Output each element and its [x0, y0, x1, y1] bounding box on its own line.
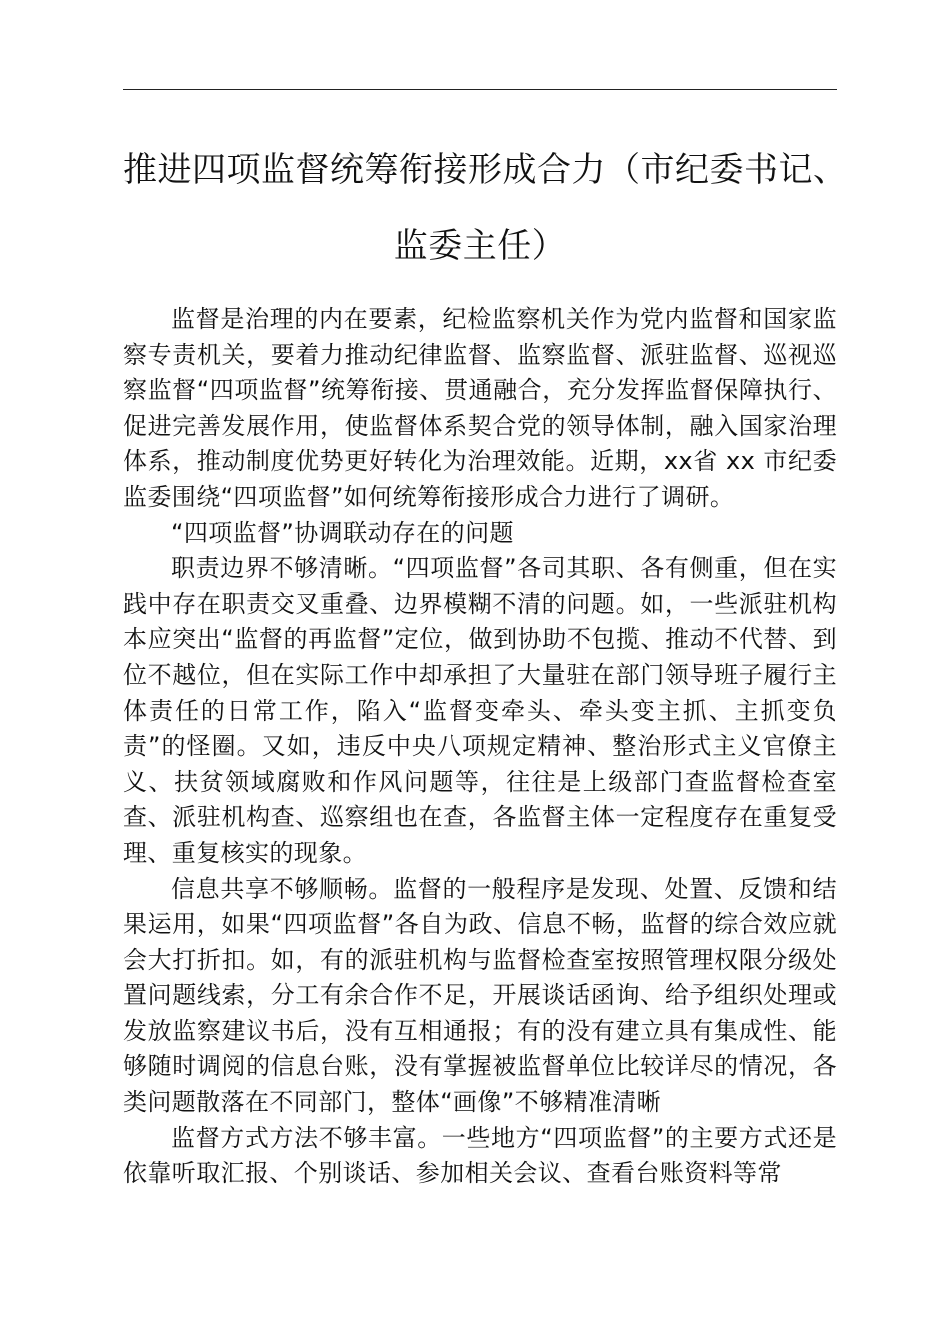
title-line-2: 监委主任）: [393, 226, 567, 266]
document-body: [123, 302, 837, 1192]
paragraph-intro: 监督是治理的内在要素，纪检监察机关作为党内监督和国家监察专责机关，要着力推动纪律监督、监察监督、派驻监督、巡视巡察监督“四项监督”统筹衔接、贯通融合，充分发挥监督保障执行、促进完善发展作用，使监督体系契合党的领导体制，融入国家治理体系，推动制度优势更好转化为治理效能。近期，xx省 xx 市纪委监委围绕“四项监督”如何统筹衔接形成合力进行了调研。: [123, 305, 837, 511]
document-title: [123, 132, 848, 284]
paragraph-responsibility: 职责边界不够清晰。“四项监督”各司其职、各有侧重，但在实践中存在职责交叉重叠、边界模糊不清的问题。如，一些派驻机构本应突出“监督的再监督”定位，做到协助不包揽、推动不代替、到位不越位，但在实际工作中却承担了大量驻在部门领导班子履行主体责任的日常工作，陷入“监督变牵头、牵头变主抓、主抓变负责”的怪圈。又如，违反中央八项规定精神、整治形式主义官僚主义、扶贫领域腐败和作风问题等，往往是上级部门查监督检查室查、派驻机构查、巡察组也在查，各监督主体一定程度存在重复受理、重复核实的现象。: [123, 554, 837, 867]
title-line-1: 推进四项监督统筹衔接形成合力（市纪委书记、: [123, 150, 848, 190]
section-heading: “四项监督”协调联动存在的问题: [171, 518, 514, 547]
paragraph-information: 信息共享不够顺畅。监督的一般程序是发现、处置、反馈和结果运用，如果“四项监督”各自为政、信息不畅，监督的综合效应就会大打折扣。如，有的派驻机构与监督检查室按照管理权限分级处置问题线索，分工有余合作不足，开展谈话函询、给予组织处理或发放监察建议书后，没有互相通报；有的没有建立具有集成性、能够随时调阅的信息台账，没有掌握被监督单位比较详尽的情况，各类问题散落在不同部门，整体“画像”不够精准清晰: [123, 874, 837, 1117]
header-rule: [123, 89, 837, 90]
paragraph-methods: 监督方式方法不够丰富。一些地方“四项监督”的主要方式还是依靠听取汇报、个别谈话、参加相关会议、查看台账资料等常: [123, 1123, 837, 1188]
